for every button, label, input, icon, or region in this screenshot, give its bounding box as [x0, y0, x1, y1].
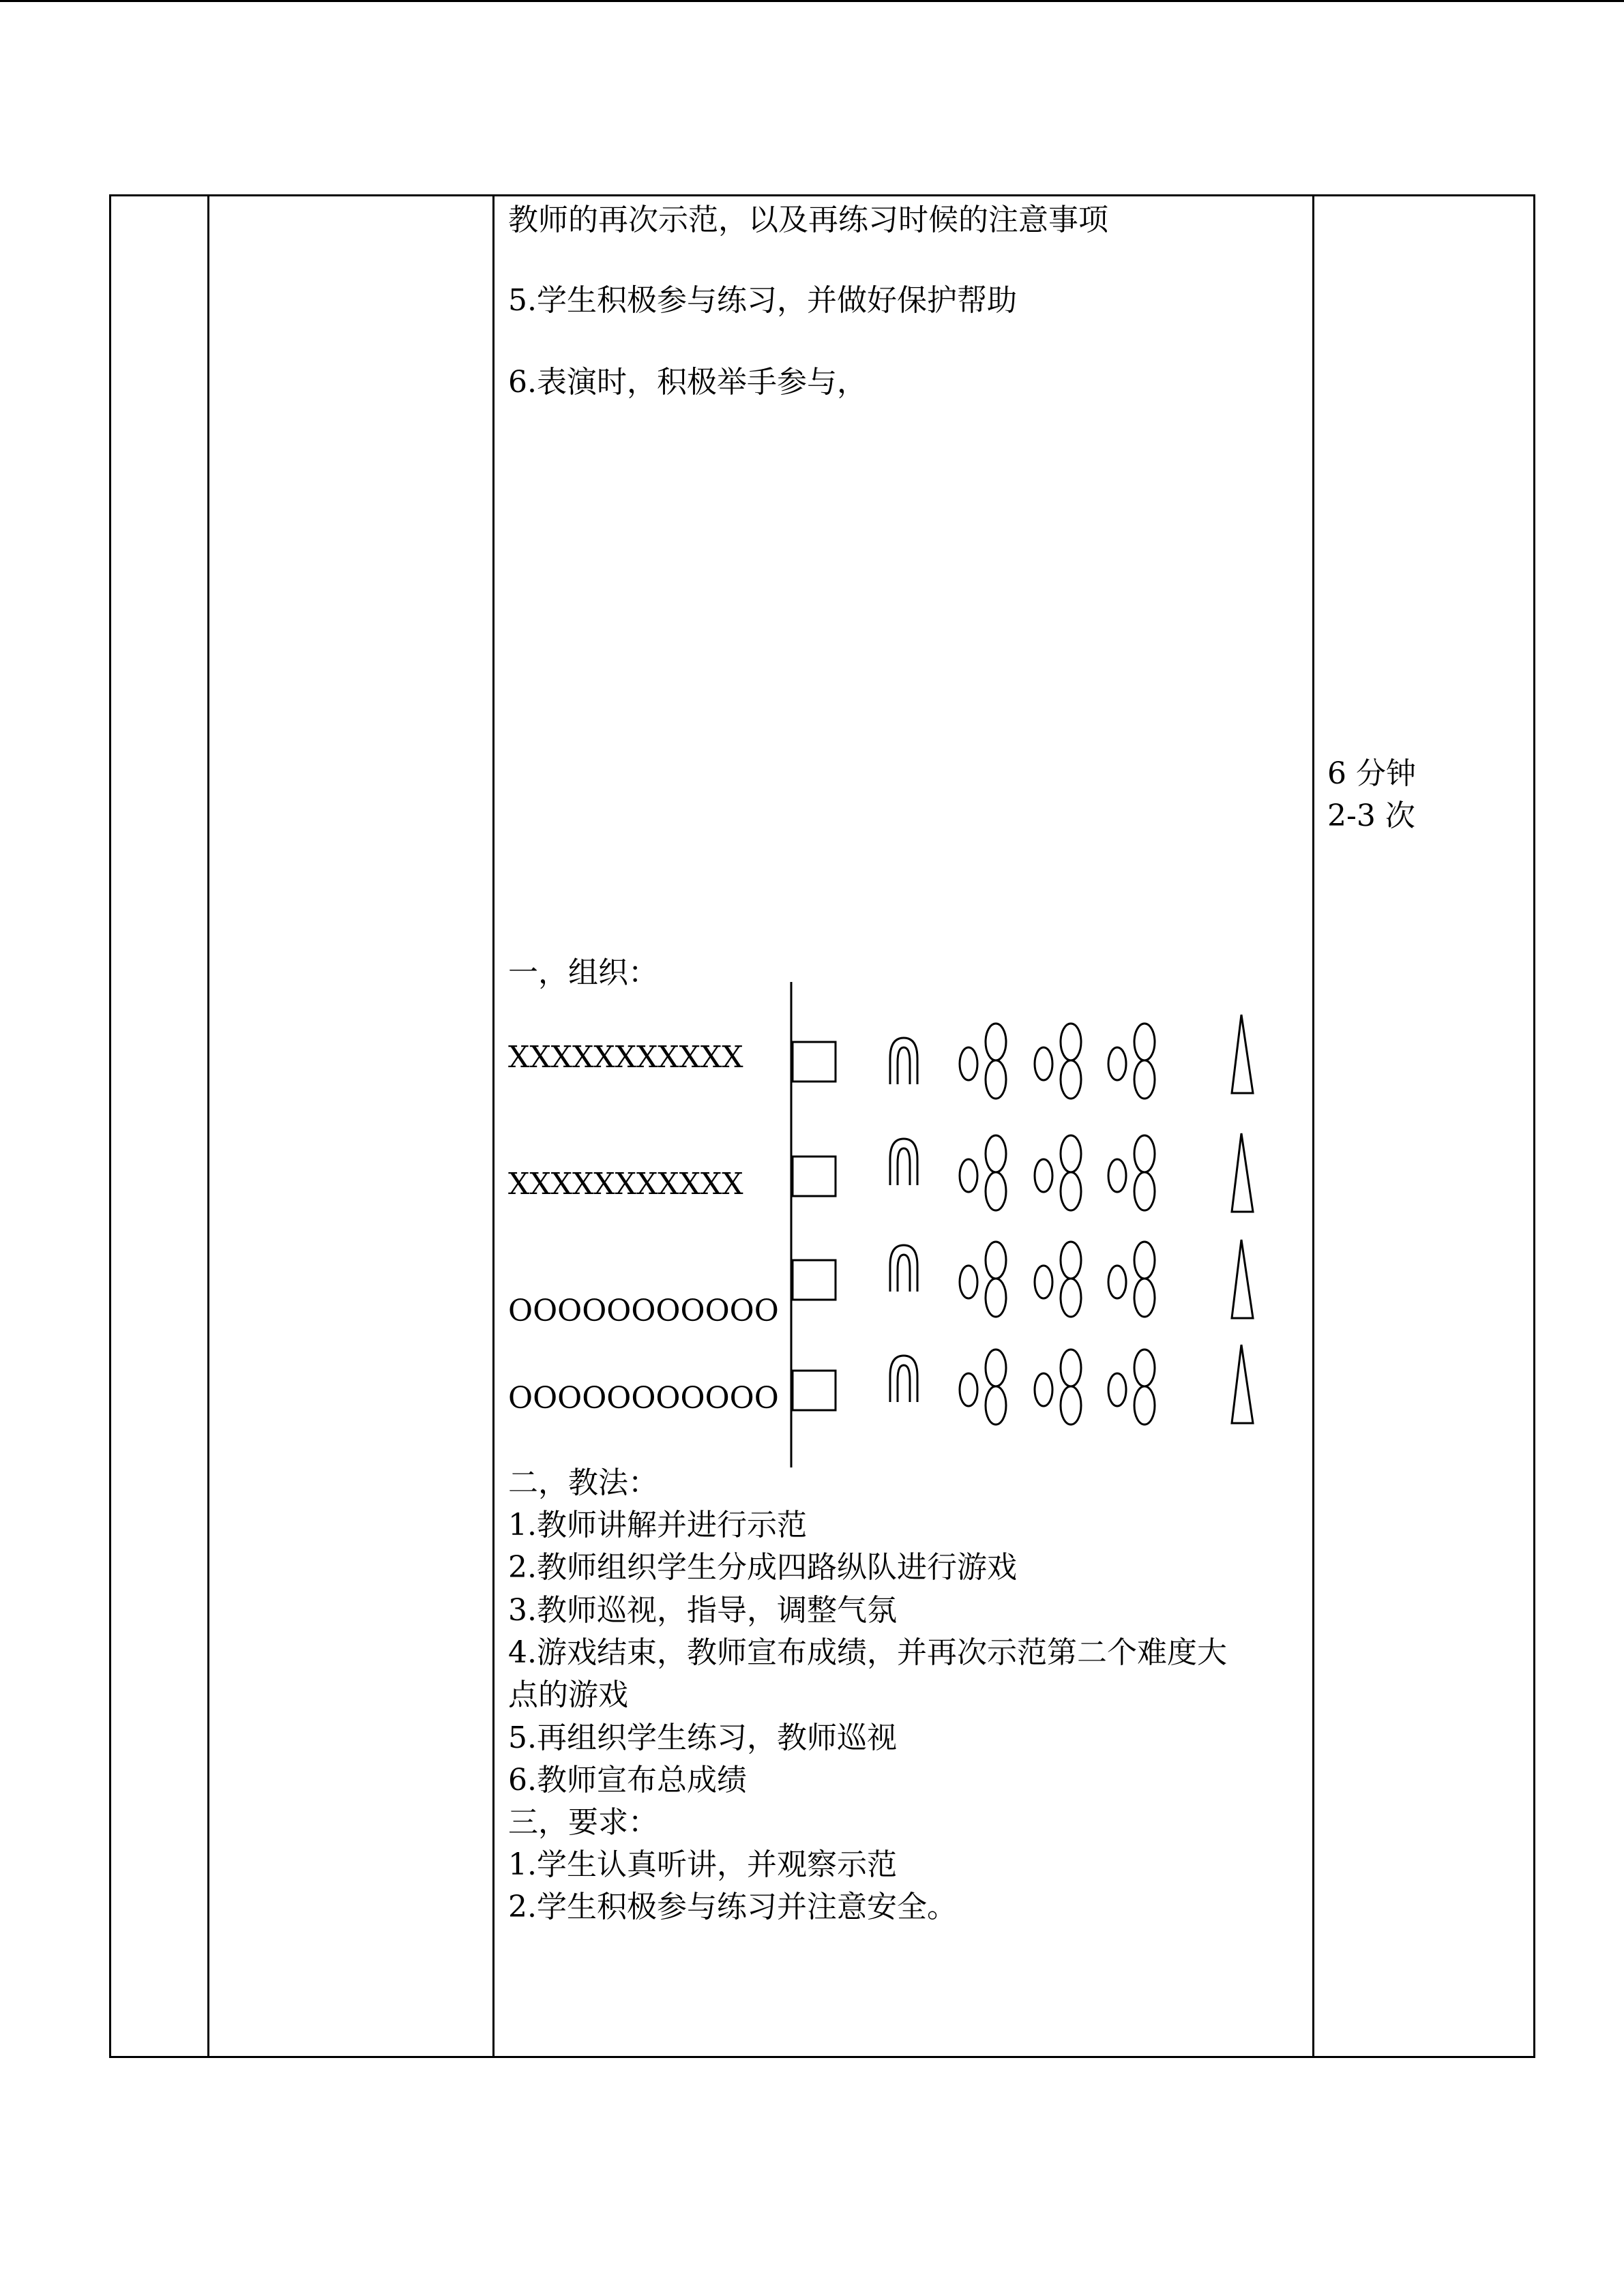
method-item-4-cont: 点的游戏: [508, 1678, 628, 1712]
duration-text: 6 分钟: [1327, 756, 1416, 791]
table-col-border-2: [207, 194, 209, 2058]
arch-4: [890, 1356, 917, 1402]
method-heading: 二，教法：: [508, 1465, 658, 1500]
formation-row-3-markers: [793, 1240, 1253, 1318]
requirement-item-2: 2.学生积极参与练习并注意安全。: [508, 1890, 957, 1924]
start-box-3: [793, 1260, 836, 1300]
arch-3: [890, 1245, 917, 1292]
method-item-5: 5.再组织学生练习，教师巡视: [508, 1720, 897, 1755]
obstacle-cluster-2: [960, 1135, 1155, 1210]
content-line-3: 6.表演时，积极举手参与，: [508, 365, 867, 400]
table-col-border-3: [492, 194, 494, 2058]
repetitions-text: 2-3 次: [1327, 799, 1415, 833]
start-box-4: [793, 1371, 836, 1410]
method-item-1: 1.教师讲解并进行示范: [508, 1508, 807, 1542]
cone-3: [1232, 1240, 1253, 1318]
formation-row-2: XXXXXXXXXXX: [508, 1167, 743, 1202]
cone-1: [1232, 1015, 1253, 1093]
content-line-2: 5.学生积极参与练习，并做好保护帮助: [508, 283, 1017, 318]
formation-row-1: XXXXXXXXXXX: [508, 1040, 743, 1075]
method-item-6: 6.教师宣布总成绩: [508, 1763, 747, 1798]
method-item-4: 4.游戏结束，教师宣布成绩，并再次示范第二个难度大: [508, 1635, 1227, 1670]
table-top-border: [109, 194, 1535, 196]
formation-row-4: OOOOOOOOOOO: [508, 1381, 779, 1416]
table-bottom-border: [109, 2056, 1535, 2058]
start-box-1: [793, 1042, 836, 1082]
formation-row-4-markers: [793, 1345, 1253, 1425]
formation-row-1-markers: [793, 1015, 1253, 1099]
obstacle-cluster-4: [960, 1350, 1155, 1425]
requirements-heading: 三，要求：: [508, 1805, 658, 1840]
obstacle-cluster-1: [960, 1024, 1155, 1099]
arch-2: [890, 1139, 917, 1185]
table-col-border-4: [1312, 194, 1314, 2058]
table-col-border-5: [1533, 194, 1535, 2058]
content-line-1: 教师的再次示范，以及再练习时候的注意事项: [508, 203, 1108, 237]
formation-row-3: OOOOOOOOOOO: [508, 1294, 779, 1328]
cone-2: [1232, 1133, 1253, 1212]
organization-heading: 一，组织：: [508, 955, 658, 990]
requirement-item-1: 1.学生认真听讲，并观察示范: [508, 1847, 897, 1882]
obstacle-cluster-3: [960, 1242, 1155, 1317]
table-col-border-1: [109, 194, 111, 2058]
formation-row-2-markers: [793, 1133, 1253, 1212]
method-item-3: 3.教师巡视，指导，调整气氛: [508, 1593, 897, 1628]
start-box-2: [793, 1157, 836, 1196]
arch-1: [890, 1038, 917, 1084]
cone-4: [1232, 1345, 1253, 1423]
method-item-2: 2.教师组织学生分成四路纵队进行游戏: [508, 1550, 1017, 1585]
page-top-rule: [0, 0, 1624, 2]
